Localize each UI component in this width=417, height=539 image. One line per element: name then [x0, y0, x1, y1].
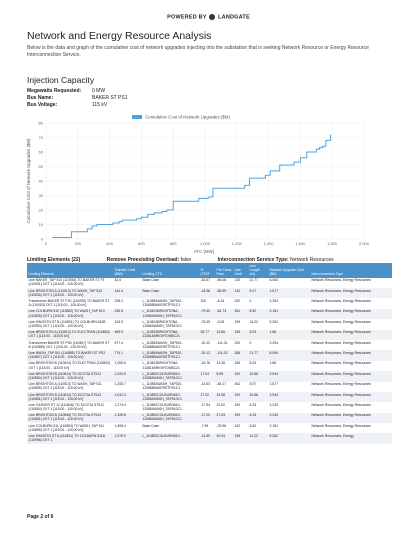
table-cell: L_110813BRIGHTONA-110854WASH_TAP510C1 [142, 319, 182, 328]
table-cell: 261 [234, 309, 241, 314]
table-cell: 1,208.7 [114, 382, 126, 387]
table-cell: -17.54 [200, 402, 211, 407]
table-cell: 1.677 [269, 382, 278, 387]
field-bus-voltage [27, 102, 107, 108]
table-row [27, 278, 392, 288]
table-cell: 8.59 [216, 371, 224, 376]
table-cell: 268 [234, 350, 241, 355]
x-tick-label: 1,000 [199, 241, 211, 246]
table-cell: 1,579.0 [114, 434, 126, 439]
field-bus-name [27, 95, 127, 101]
table-row [27, 413, 392, 423]
table-cell: Base Case [142, 288, 160, 293]
table-cell: 155 [234, 330, 241, 335]
table-cell: Network Resources, Energy Resources [311, 309, 371, 314]
table-cell: -29.98 [216, 423, 227, 428]
column-header[interactable]: Line Length (mi) [249, 264, 260, 277]
table-cell: 0 [249, 298, 252, 303]
table-row [27, 361, 392, 371]
table-cell: 1,023.9 [114, 371, 126, 376]
table-cell: Network Resources, Energy Resources [311, 382, 371, 387]
table-cell: 14.86 [216, 330, 225, 335]
table-cell: 17.54 [200, 371, 209, 376]
y-tick-label: 0 [40, 236, 43, 242]
field-label: Bus Voltage: [27, 102, 58, 108]
table-cell: L_110852COLBURN510-110854WASH_TAP510C1 [142, 392, 182, 401]
table-cell: -3.05 [216, 319, 225, 324]
table-cell: Line BRIGHTON B (110814) TO SCOTIA ST512 (110851) CKT 1 [115.00 - 115.00 kV] [28, 392, 101, 401]
y-tick-label: 50 [38, 163, 43, 169]
table-cell: Line BAKER_TAP 510 (110054) TO BAKER ST P1 (110051) CKT 1 [115.00 - 115.00 kV] [28, 278, 105, 287]
table-cell: -14.89 [200, 434, 211, 439]
table-cell: -20.12 [200, 340, 211, 345]
x-tick-label: 600 [138, 241, 145, 246]
table-cell: 5.262 [269, 434, 278, 439]
table-cell: Network Resources, Energy Resources [311, 340, 371, 345]
x-tick-label: 1,600 [295, 241, 306, 246]
table-cell: L_110813BRIGHTONA-110854WASH_TAP510C1 [142, 309, 182, 318]
table-cell: -56.08 [216, 278, 227, 283]
table-cell: Network Resources, Energy Resources [311, 298, 371, 303]
table-cell: 12.58 [216, 392, 225, 397]
overload-value: false [180, 257, 192, 263]
table-cell: Network Resources, Energy Resources [311, 402, 371, 407]
table-cell: 10.66 [249, 392, 258, 397]
table-cell: Network Resources, Energy Resources [311, 413, 371, 418]
y-tick-label: 40 [38, 178, 43, 184]
table-cell: 195 [234, 319, 241, 324]
table-cell: 5.262 [269, 319, 278, 324]
x-tick-label: 200 [74, 241, 82, 246]
table-cell: -79.40 [200, 309, 211, 314]
table-row [27, 298, 392, 308]
table-cell: L_110854WASH_TAP510-110858BAKERSTPS1C1 [142, 382, 183, 391]
table-cell: Network Resources, Energy Resources [311, 288, 371, 293]
table-cell: Line BRIGHTON B (110846) TO SCOTIA ST512 (110851) CKT 1 [115.00 - 115.00 kV] [28, 413, 101, 422]
table-cell: 5.03 [249, 361, 257, 366]
y-tick-label: 70 [38, 134, 43, 140]
chart-ticks [39, 120, 370, 246]
table-cell: -7.95 [200, 423, 209, 428]
table-cell: Transformer BAKER ST PS1 (110055) TO BAKER ST A (110053) CKT 1 [115.00 - 115.00 kV] [28, 298, 110, 308]
y-tick-label: 10 [38, 221, 43, 227]
table-cell: -111.02 [216, 350, 228, 355]
y-tick-label: 80 [38, 120, 43, 126]
table-cell: L_110854WASH_TAP510-110858BAKERSTPS1C1 [142, 350, 183, 360]
page-footer: Page 2 of 6 [27, 514, 54, 520]
table-cell: 28.77 [200, 330, 209, 335]
field-value: BAKER ST PS1 [92, 95, 128, 101]
table-cell: 14.36 [216, 361, 225, 366]
table-row [27, 371, 392, 381]
table-cell: 21.77 [249, 278, 258, 283]
table-cell: L_110813BRIGHTONA-110814BRIGHTONBC21 [142, 361, 180, 370]
table-cell: 1.86 [269, 361, 277, 366]
column-header[interactable]: Interconnection Type [311, 272, 343, 277]
table-cell: -111.01 [216, 340, 228, 345]
table-cell: 5.07 [249, 382, 257, 387]
x-axis-label: ATC (MW) [193, 249, 215, 254]
table-row [27, 288, 392, 298]
table-cell: L_110852COLBURN510-110854WASH_TAP510C1 [142, 402, 182, 412]
table-cell: 2.151 [269, 423, 278, 428]
x-tick-label: 1,200 [231, 241, 242, 246]
powered-by-header [0, 14, 417, 20]
table-cell: 10.66 [249, 371, 258, 376]
section-title: Injection Capacity [27, 75, 95, 85]
table-row [27, 392, 392, 402]
table-cell: -82.67 [200, 278, 211, 283]
table-cell: 14.22 [249, 319, 258, 324]
table-cell: 190 [234, 413, 241, 418]
x-tick-label: 0 [44, 241, 48, 246]
table-cell: Network Resources, Energy Resources [311, 330, 371, 335]
table-cell: -8.16 [216, 298, 225, 303]
table-cell: Base Case [142, 423, 160, 428]
table-cell: Line BRIGHTON B (110814) TO ELECTRAN (110853) CKT 1 [115.00 - 115.00 kV] [28, 361, 110, 370]
table-cell: Network Resources, Energy Resources [311, 361, 371, 366]
table-row [27, 423, 392, 433]
table-cell: 1.677 [269, 288, 278, 293]
column-header[interactable]: Limiting Element [28, 272, 54, 277]
brand-name: LANDGATE [218, 14, 250, 21]
table-cell: Network Resources, Energy [311, 434, 354, 439]
table-cell: 2.944 [269, 392, 278, 397]
table-cell: 6.33 [249, 413, 257, 418]
table-cell: L_110852COLBURN510- [142, 434, 181, 439]
legend-swatch [132, 115, 142, 119]
table-cell: Network Resources, Energy Resources [311, 371, 371, 376]
table-cell: 228.2 [114, 298, 123, 303]
table-header-row [27, 263, 392, 278]
table-cell: 2.294 [269, 298, 278, 303]
table-cell: 220 [234, 298, 241, 303]
table-cell: Line BRIGHTON A (110513) TO WASH_TAP 511 (110855) CKT 1 [115.00 - 115.00 kV] [28, 382, 102, 391]
table-row [27, 382, 392, 392]
table-cell: 2.294 [269, 340, 278, 345]
table-cell: -81.73 [216, 309, 227, 314]
table-cell: 32.6 [114, 278, 122, 283]
table-cell: L_110813BRIGHTONA-110814BRIGHTONBC21 [142, 330, 180, 339]
table-cell: 243.5 [114, 319, 123, 324]
table-cell: L_110852COLBURN510-110854WASH_TAP510C1 [142, 413, 182, 422]
limiting-elements-label: Limiting Elements (22) [27, 257, 81, 263]
table-cell: 774.1 [114, 350, 123, 355]
table-cell: Network Resources, Energy Resources [311, 319, 371, 324]
table-cell: -56.99 [216, 288, 227, 293]
table-cell: 2.243 [269, 413, 278, 418]
table-cell: Line COLBURN 510 (110852) TO WASH_TAP 510 (110835) CKT 1 [115.00 - 115.00 kV] [28, 309, 105, 318]
table-row [27, 433, 392, 443]
table-cell: 6.33 [249, 402, 257, 407]
table-cell: -20.12 [200, 350, 211, 355]
table-cell: Line BRIGHTON B (110814) TO SCOTIA ST512 (110850) CKT 1 [115.00 - 115.00 kV] [28, 371, 101, 380]
table-cell: 2.243 [269, 402, 278, 407]
overload-label: Remove Preexisting Overload: [106, 257, 180, 263]
table-cell: 469.9 [114, 330, 123, 335]
table-cell: 220 [234, 340, 241, 345]
table-row [27, 350, 392, 360]
service-type-label: Interconnection Service Type: [217, 257, 289, 263]
table-cell: Base Case [142, 278, 160, 283]
table-cell: 2.944 [269, 371, 278, 376]
chart-grid [46, 123, 364, 239]
table-cell: Line KINGSTN ST A (110831) TO COLBURN 511B (110996) CKT 1 [28, 434, 105, 443]
table-cell: 190 [234, 402, 241, 407]
x-tick-label: 1,800 [327, 241, 338, 246]
x-tick-label: 800 [169, 241, 177, 246]
table-cell: 27.63 [216, 413, 225, 418]
table-cell: 1,408.4 [114, 423, 126, 428]
table-cell: 190 [234, 392, 241, 397]
x-tick-label: 2,000 [358, 241, 370, 246]
y-tick-label: 30 [38, 192, 43, 198]
field-value: 0 MW [92, 88, 106, 94]
y-tick-label: 60 [38, 149, 43, 155]
table-cell: 5.07 [249, 288, 257, 293]
table-cell: 236.5 [114, 309, 123, 314]
y-axis-label: Cumulative Cost of Network Upgrades ($M) [26, 138, 31, 224]
table-cell: 22.52 [216, 402, 225, 407]
table-cell: 155 [234, 361, 241, 366]
table-cell: Transformer BAKER ST PS2 (110857) TO BAKER ST B (110889) CKT 1 [115.00 - 115.00 kV] [28, 340, 110, 349]
table-cell: 14.22 [249, 434, 258, 439]
table-cell: -78.49 [200, 319, 211, 324]
table-cell: Network Resources, Energy Resources [311, 392, 371, 397]
table-cell: 1,008.6 [114, 361, 126, 366]
field-value: 115 kV [92, 102, 108, 108]
table-cell: L_110854WASH_TAP510-110858BAKERSTPS1C1 [142, 298, 183, 308]
table-cell: 17.02 [200, 392, 209, 397]
table-cell: Line WASH_TAP 511 (110855) TO BAKER ST PS2 (110857) CKT 1 [115.00 - 115.00 kV] [28, 350, 106, 360]
table-cell: 142 [234, 288, 241, 293]
table-cell: 8.52 [249, 309, 257, 314]
table-cell: 8.054 [269, 278, 278, 283]
column-header[interactable]: % OTDF [200, 268, 210, 277]
powered-by-text: POWERED BY [167, 14, 207, 21]
table-cell: 144.4 [114, 288, 123, 293]
table-cell: 1,042.3 [114, 392, 126, 397]
field-megawatts [27, 88, 105, 94]
table-cell: Line CARVER ST 12 (110846) TO SCOTIA ST512 (110850) CKT 1 [115.00 - 115.00 kV] [28, 402, 104, 412]
table-cell: 8.054 [269, 350, 278, 355]
table-cell: L_110854WASH_TAP510-110858BAKERSTPS1C1 [142, 340, 183, 349]
column-header[interactable]: Limiting CTG [142, 272, 163, 277]
table-cell: 115 [234, 278, 240, 283]
table-cell: Line BRIGHTON A (110513) TO WASH_TAP 510 (110835) CKT 1 [115.00 - 115.00 kV] [28, 288, 103, 297]
landgate-logo-icon [209, 14, 215, 20]
x-tick-label: 400 [106, 241, 113, 246]
limiting-elements-table [27, 263, 392, 444]
cumulative-cost-chart [24, 111, 376, 257]
x-tick-label: 1,400 [263, 241, 274, 246]
table-cell: Network Resources, Energy Resources [311, 350, 371, 355]
field-label: Megawatts Requested: [27, 88, 82, 94]
table-cell: 1,274.4 [114, 402, 126, 407]
y-tick-label: 20 [38, 207, 43, 213]
table-cell: 261 [234, 382, 241, 387]
table-row [27, 330, 392, 340]
table-cell: -17.02 [200, 413, 211, 418]
table-cell: Line BRIGHTON A (110513) TO ELECTRAN (110853) CKT 1 [115.00 - 115.00 kV] [28, 330, 110, 339]
table-cell: Line KINGSTN ST B (110831) TO COLBURN 510B (110993) CKT 1 [115.00 - 115.00 kV] [28, 319, 106, 328]
series-line [52, 135, 330, 238]
table-cell: 1,326.8 [114, 413, 126, 418]
table-row [27, 319, 392, 329]
column-header[interactable]: Line Limit [234, 268, 242, 277]
table-cell: -18.36 [200, 288, 211, 293]
table-cell: 142 [234, 423, 241, 428]
table-cell: 1.86 [269, 330, 277, 335]
legend-label: Cumulative Cost of Network Upgrades ($M) [145, 114, 230, 120]
table-cell: 577.4 [114, 340, 123, 345]
table-body [27, 278, 392, 444]
table-cell: Network Resources, Energy Resources [311, 278, 371, 283]
table-cell: -14.63 [200, 382, 211, 387]
table-cell: 40.04 [216, 434, 225, 439]
table-cell: 2.151 [269, 309, 278, 314]
page-title: Network and Energy Resource Analysis [27, 30, 212, 42]
table-row [27, 402, 392, 412]
column-header[interactable]: Pre-Trans Flow [216, 268, 232, 277]
table-cell: 100 [200, 298, 207, 303]
table-cell: 190 [234, 371, 241, 376]
service-type-value: Network Resources [290, 257, 334, 263]
table-cell: 5.03 [249, 330, 257, 335]
table-row [27, 340, 392, 350]
column-header[interactable]: Network Upgrade Cost ($M) [269, 268, 304, 277]
table-cell: -16.76 [200, 361, 211, 366]
table-cell: Network Resources, Energy Resources [311, 423, 371, 428]
table-cell: -84.17 [216, 382, 227, 387]
table-cell: Line COLBURN 511 (110853) TO WASH_TAP 511 (110855) CKT 1 [115.00 - 115.00 kV] [28, 423, 105, 432]
table-cell: 21.77 [249, 350, 258, 355]
page-description: Below is the data and graph of the cumulative cost of network upgrades injecting into the substation that is seeking Network Resource or Energy Resource Interconnection Service. [27, 45, 369, 58]
table-cell: 195 [234, 434, 241, 439]
field-label: Bus Name: [27, 95, 54, 101]
table-cell: 0 [249, 340, 252, 345]
table-cell: 8.52 [249, 423, 257, 428]
table-cell: L_110852COLBURN510-110854WASH_TAP510C1 [142, 371, 182, 380]
column-header[interactable]: Transfer Limit (MW) [114, 268, 136, 277]
table-row [27, 309, 392, 319]
